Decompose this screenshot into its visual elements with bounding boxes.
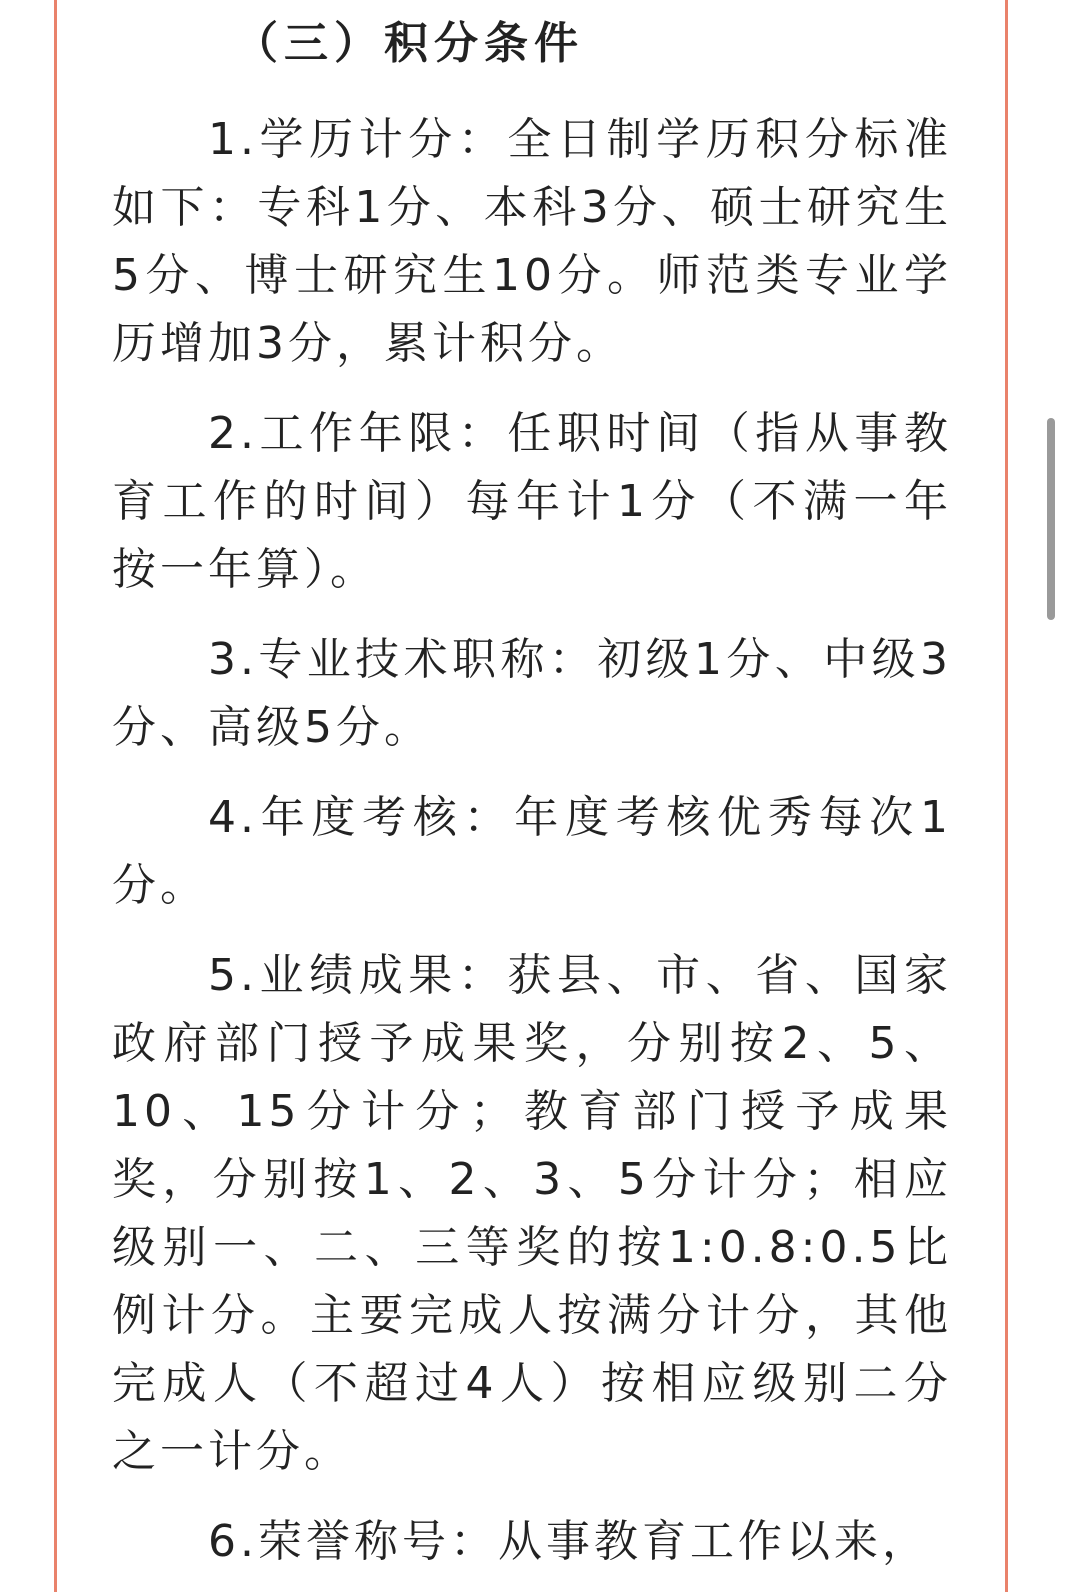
item-achievements: 5.业绩成果：获县、市、省、国家政府部门授予成果奖，分别按2、5、10、15分计分；教育部门授予成果奖，分别按1、2、3、5分计分；相应级别一、二、三等奖的按1:0.8:0.5比例计分。主要完成人按满分计分，其他完成人（不超过4人）按相应级别二分之一计分。: [112, 950, 952, 1477]
item-education-score: 1.学历计分：全日制学历积分标准如下：专科1分、本科3分、硕士研究生5分、博士研究生10分。师范类专业学历增加3分，累计积分。: [112, 114, 952, 369]
left-border-line: [54, 0, 57, 1592]
item-honorary-titles: 6.荣誉称号：从事教育工作以来，: [208, 1516, 930, 1567]
item-annual-assessment: 4.年度考核：年度考核优秀每次1分。: [112, 792, 952, 911]
item-work-years: 2.工作年限：任职时间（指从事教育工作的时间）每年计1分（不满一年按一年算）。: [112, 408, 952, 595]
section-heading: （三）积分条件: [234, 18, 584, 69]
right-border-line: [1005, 0, 1008, 1592]
vertical-scrollbar[interactable]: [1047, 418, 1055, 620]
article-content: [112, 0, 952, 1576]
item-professional-title: 3.专业技术职称：初级1分、中级3分、高级5分。: [112, 634, 952, 753]
